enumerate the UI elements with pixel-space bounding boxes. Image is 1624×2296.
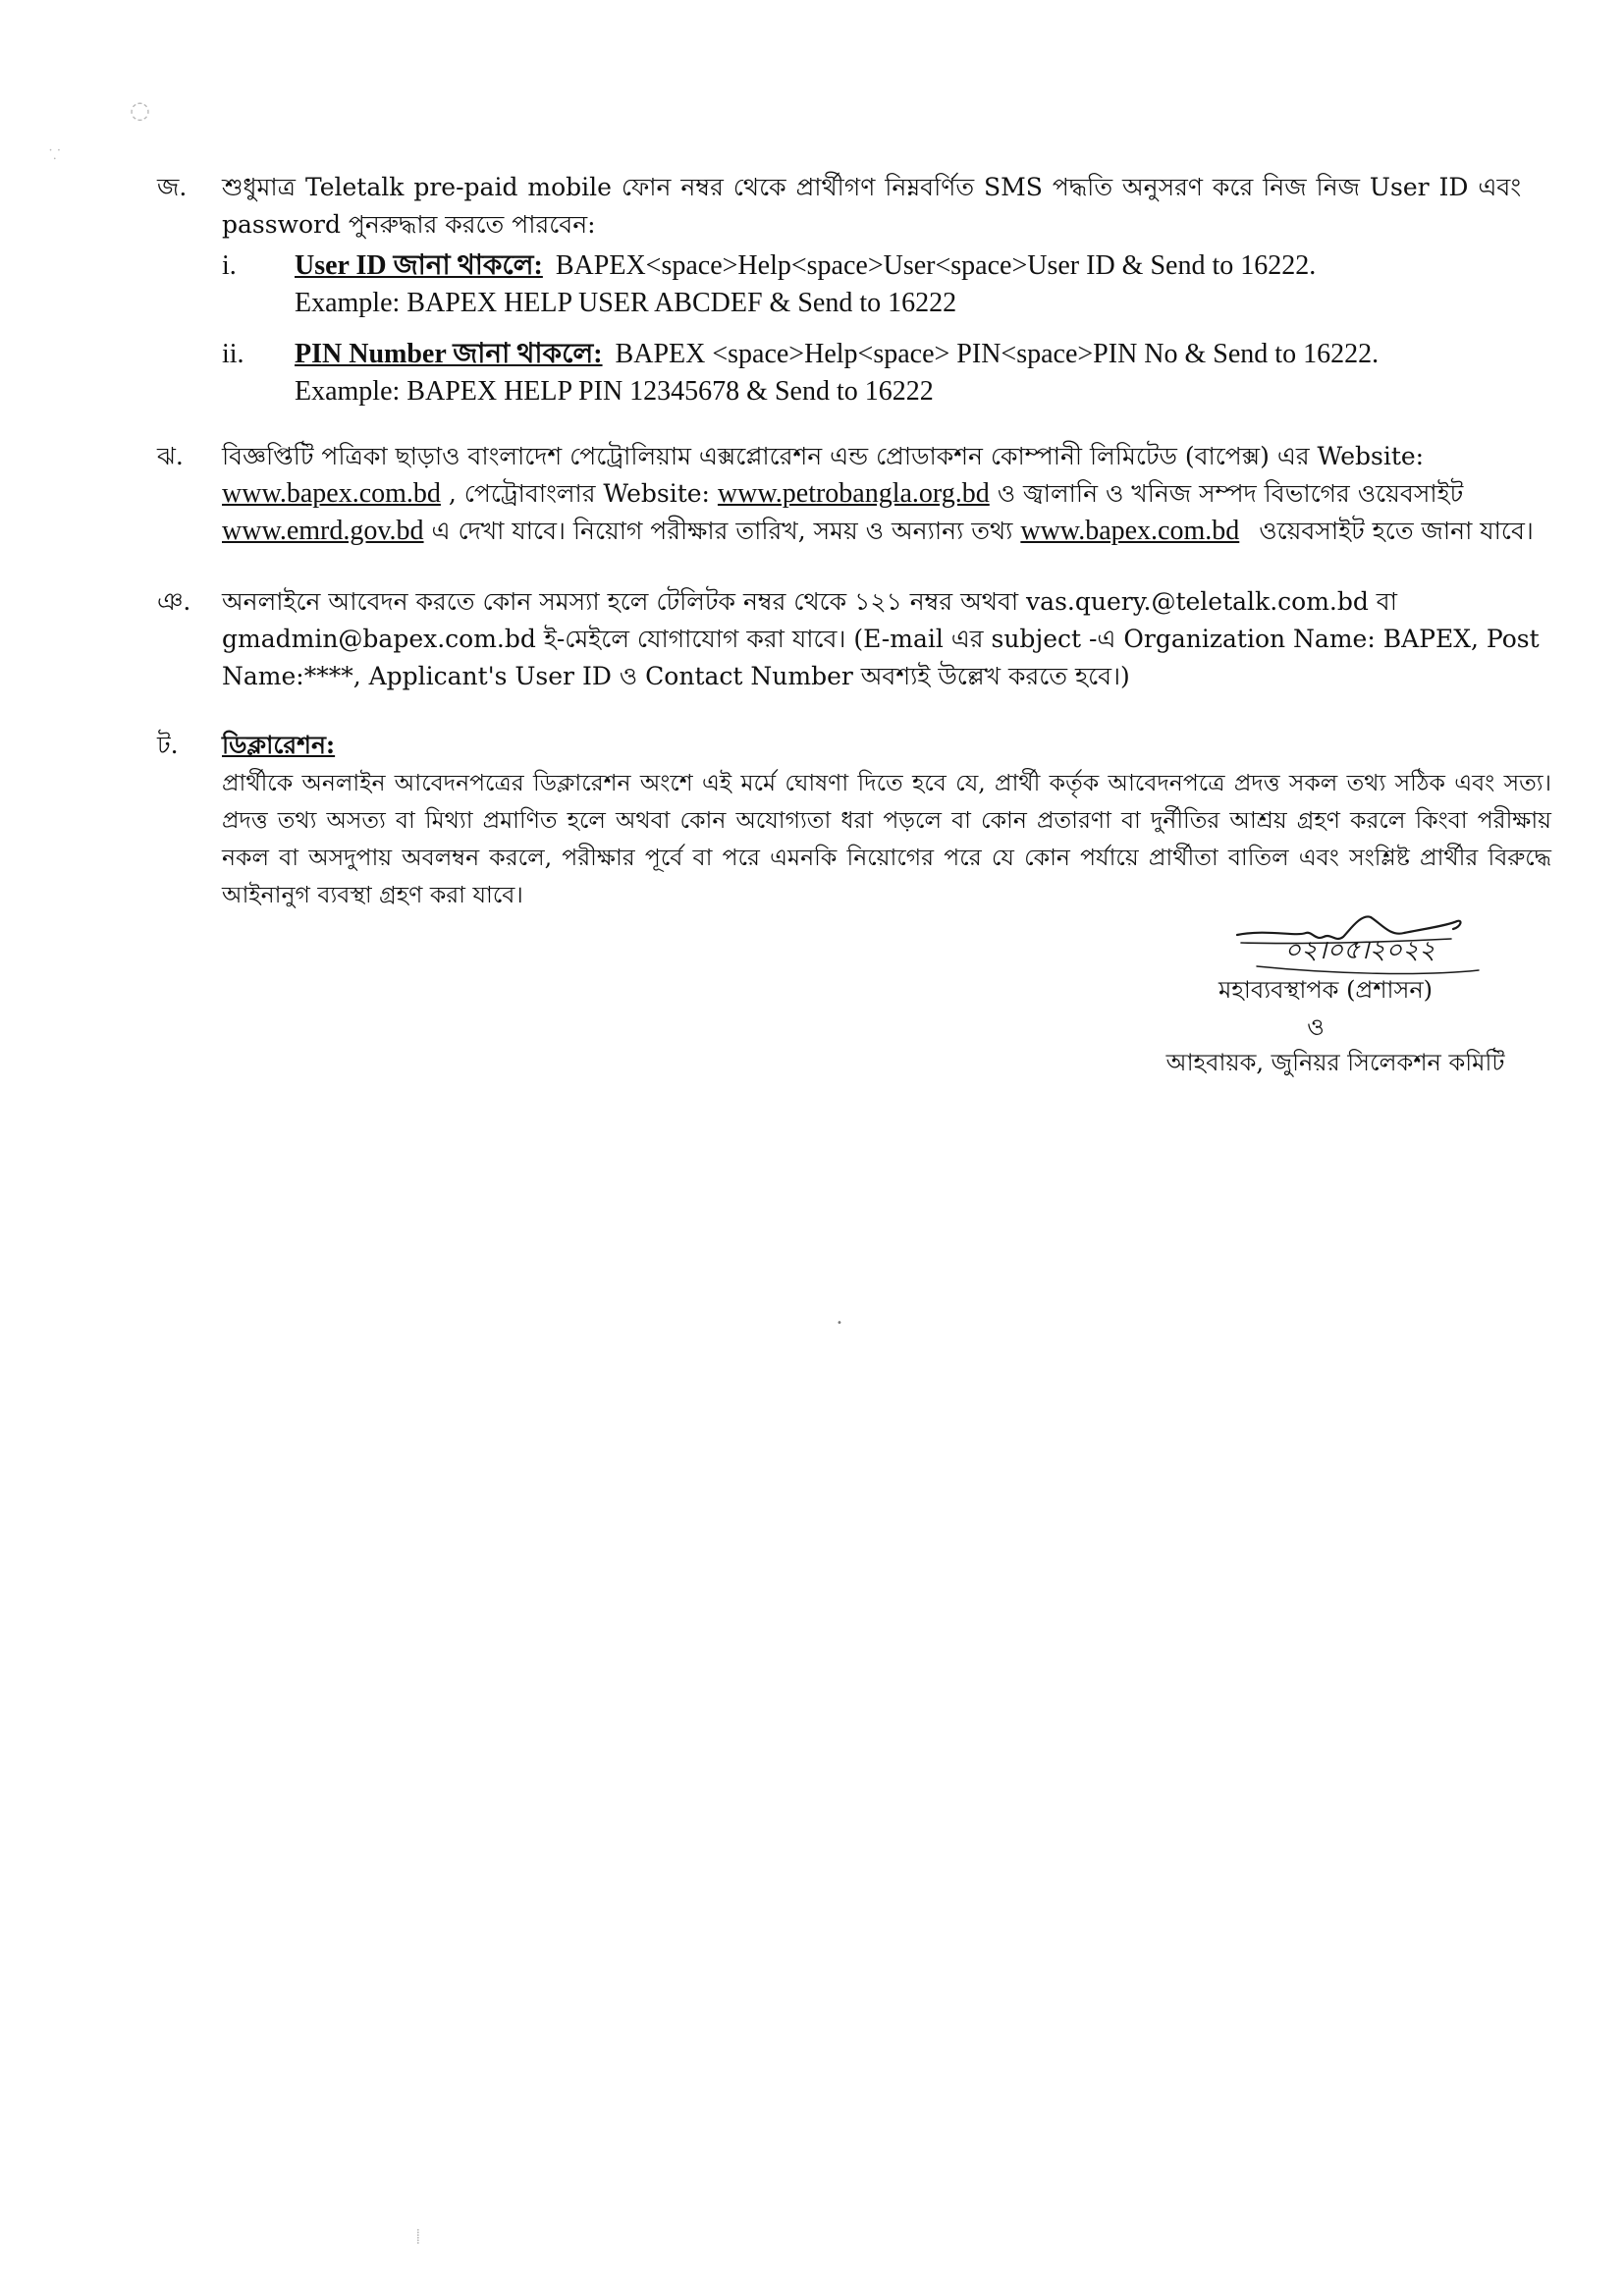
section-marker: ঞ. [157, 587, 191, 616]
emrd-link[interactable]: www.emrd.gov.bd [222, 516, 424, 546]
signatory-designation: মহাব্যবস্থাপক (প্রশাসন) [1218, 976, 1434, 1004]
declaration-paragraph: প্রার্থীকে অনলাইন আবেদনপত্রের ডিক্লারেশন অংশে এই মর্মে ঘোষণা দিতে হবে যে, প্রার্থী কর্তৃক আবেদনপত্রে প্রদত্ত সকল তথ্য সঠিক এবং সত্য। প্রদত্ত তথ্য অসত্য বা মিথ্যা প্রমাণিত হলে অথবা কোন অযোগ্যতা ধরা পড়লে বা কোন প্রতারণা বা দুর্নীতির আশ্রয় গ্রহণ করলে কিংবা পরীক্ষায় নকল বা অসদুপায় অবলম্বন করলে, পরীক্ষার পূর্বে বা পরে এমনকি নিয়োগের পরে যে কোন পর্যায়ে প্রার্থীতা বাতিল এবং সংশ্লিষ্ট প্রার্থীর বিরুদ্ধে আইনানুগ ব্যবস্থা গ্রহণ করা যাবে। [222, 769, 1551, 908]
section-body [222, 438, 1551, 550]
section-marker: ট. [157, 731, 179, 759]
section-ta [157, 727, 1551, 913]
petrobangla-link[interactable]: www.petrobangla.org.bd [717, 478, 990, 509]
item-body [295, 336, 1551, 410]
website-text: ও জ্বালানি ও খনিজ সম্পদ বিভাগের ওয়েবসাইট [997, 479, 1464, 508]
website-line: বিজ্ঞপ্তিটি পত্রিকা ছাড়াও বাংলাদেশ পেট্রোলিয়াম এক্সপ্লোরেশন এন্ড প্রোডাকশন কোম্পানী লিমিটেড (বাপেক্স) এর Website: [222, 442, 1425, 470]
signatory-role: আহবায়ক, জুনিয়র সিলেকশন কমিটি [1165, 1049, 1505, 1076]
item-label: User ID জানা থাকলে: [295, 250, 543, 281]
signature-conjunction: ও [1307, 1013, 1325, 1041]
contact-line: Name:****, Applicant's User ID ও Contact Number অবশ্যই উল্লেখ করতে হবে।) [222, 662, 1130, 690]
intro-line: শুধুমাত্র Teletalk pre-paid mobile ফোন নম্বর থেকে প্রার্থীগণ নিম্নবর্ণিত SMS পদ্ধতি অনুসরণ করে নিজ নিজ User ID এবং [222, 173, 1522, 201]
section-body [222, 727, 1551, 913]
contact-line: gmadmin@bapex.com.bd ই-মেইলে যোগাযোগ করা যাবে। (E-mail এর subject -এ Organization Name: BAPEX, Post [222, 625, 1540, 653]
item-body [295, 247, 1551, 322]
sms-item [222, 336, 1551, 410]
scan-speck: ⸪ [49, 147, 61, 163]
website-text: ওয়েবসাইট হতে জানা যাবে। [1259, 517, 1534, 545]
sms-example: Example: BAPEX HELP USER ABCDEF & Send to 16222 [295, 288, 957, 318]
item-label: PIN Number জানা থাকলে: [295, 339, 603, 369]
section-marker: ঝ. [157, 442, 184, 470]
intro-line: password পুনরুদ্ধার করতে পারবেন: [222, 210, 596, 239]
sms-example: Example: BAPEX HELP PIN 12345678 & Send to 16222 [295, 376, 934, 407]
scan-speck: ⸽ [416, 2229, 420, 2245]
section-nya [157, 583, 1551, 695]
sms-command: BAPEX<space>Help<space>User<space>User ID & Send to 16222. [555, 250, 1317, 281]
bapex-link[interactable]: www.bapex.com.bd [1020, 516, 1240, 546]
section-body [222, 169, 1551, 410]
section-body [222, 583, 1551, 695]
scan-speck: • [837, 1318, 842, 1329]
website-text: এ দেখা যাবে। নিয়োগ পরীক্ষার তারিখ, সময় ও অন্যান্য তথ্য [431, 517, 1013, 545]
item-number: ii. [222, 339, 244, 369]
item-number: i. [222, 250, 237, 281]
declaration-heading: ডিক্লারেশন: [222, 731, 336, 759]
signature-date: ০২।০৫।২০২২ [1284, 936, 1435, 965]
bapex-link[interactable]: www.bapex.com.bd [222, 478, 441, 509]
sms-command: BAPEX <space>Help<space> PIN<space>PIN No & Send to 16222. [615, 339, 1380, 369]
website-text: , পেট্রোবাংলার Website: [448, 479, 710, 508]
section-jhha [157, 438, 1551, 550]
contact-line: অনলাইনে আবেদন করতে কোন সমস্যা হলে টেলিটক নম্বর থেকে ১২১ নম্বর অথবা vas.query.@teletalk.com.bd বা [222, 587, 1397, 616]
sms-item [222, 247, 1551, 322]
section-marker: জ. [157, 173, 188, 201]
scan-speck: ◌ [130, 96, 150, 124]
section-jha [157, 169, 1551, 410]
